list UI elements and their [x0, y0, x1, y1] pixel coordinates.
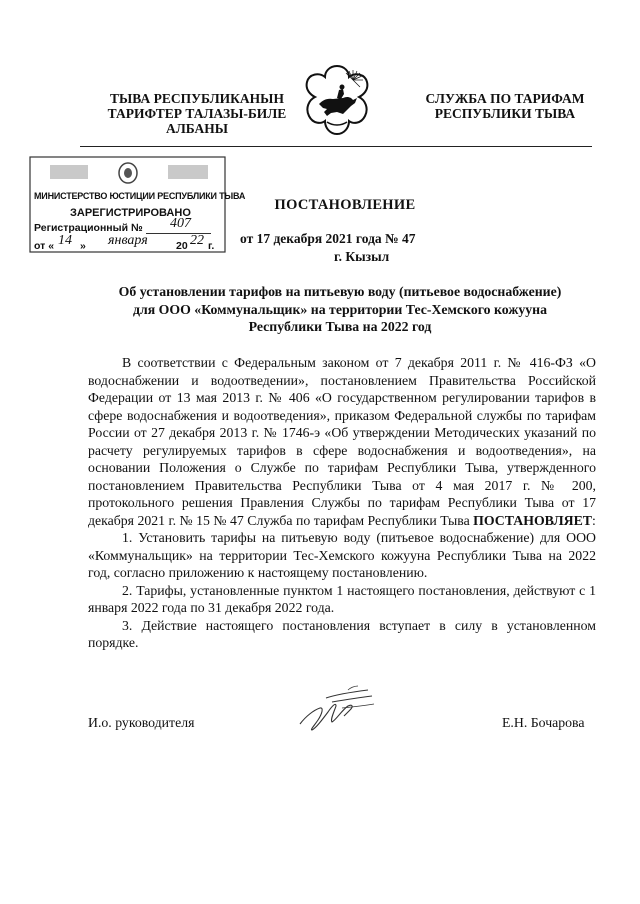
header-left-line-1: ТЫВА РЕСПУБЛИКАНЫН — [110, 91, 284, 106]
header-right-line-2: РЕСПУБЛИКИ ТЫВА — [434, 106, 576, 121]
tuva-emblem-icon — [297, 60, 377, 140]
stamp-year-end: г. — [208, 240, 215, 252]
header-left-line-2: ТАРИФТЕР ТАЛАЗЫ-БИЛЕ — [107, 106, 287, 121]
document-body — [88, 354, 596, 652]
decree-item-3: 3. Действие настоящего постановления вступает в силу в установленном порядке. — [88, 617, 596, 650]
stamp-registered: ЗАРЕГИСТРИРОВАНО — [70, 207, 191, 219]
stamp-month: января — [108, 233, 148, 248]
document-type: ПОСТАНОВЛЕНИЕ — [274, 197, 416, 213]
handwritten-signature-icon — [292, 680, 382, 740]
header-left-line-3: АЛБАНЫ — [165, 121, 229, 136]
registration-stamp — [28, 155, 246, 255]
preamble-paragraph — [88, 354, 596, 529]
decree-word: ПОСТАНОВЛЯЕТ — [473, 512, 593, 528]
stamp-ministry: МИНИСТЕРСТВО ЮСТИЦИИ РЕСПУБЛИКИ ТЫВА — [34, 191, 246, 201]
stamp-day: 14 — [58, 233, 72, 248]
document-subject — [90, 283, 590, 336]
header-right-line-1: СЛУЖБА ПО ТАРИФАМ — [425, 91, 585, 106]
subject-line-3: Республики Тыва на 2022 год — [248, 319, 432, 334]
subject-line-1: Об установлении тарифов на питьевую воду (питьевое водоснабжение) — [118, 284, 562, 299]
stamp-quote-close: » — [80, 240, 86, 252]
subject-line-2: для ООО «Коммунальщик» на территории Тес-Хемского кожууна — [133, 301, 547, 317]
stamp-reg-number: 407 — [170, 216, 191, 231]
decree-item-2: 2. Тарифы, установленные пунктом 1 настоящего постановления, действуют с 1 января 2022 года по 31 декабря 2022 года. — [88, 582, 596, 615]
signer-name: Е.Н. Бочарова — [502, 715, 585, 730]
document-city: г. Кызыл — [334, 249, 390, 264]
header-divider — [80, 146, 592, 147]
stamp-year-prefix: 20 — [176, 240, 188, 252]
decree-item-1: 1. Установить тарифы на питьевую воду (питьевое водоснабжение) для ООО «Коммунальщик» на территории Тес-Хемского кожууна Республики Тыва на 2022 год, согласно приложению к настоящему постановлению. — [88, 530, 596, 580]
stamp-date-prefix: от « — [34, 240, 55, 252]
signer-position: И.о. руководителя — [88, 715, 195, 730]
preamble-text: В соответствии с Федеральным законом от 7 декабря 2011 г. № 416-ФЗ «О водоснабжении и водоотведении», постановлением Правительства Российской Федерации от 13 мая 2013 г. № 406 «О государственном регулировании тарифов в сфере водоснабжения и водоотведения», приказом Федеральной службы по тарифам России от 27 декабря 2013 г. № 1746-э «Об утверждении Методических указаний по расчету регулируемых тарифов в сфере водоснабжения и водоотведения», на основании Положения о Службе по тарифам Республики Тыва, утвержденного постановлением Правительства Республики Тыва от 4 мая 2017 г. № 200, протокольного решения Правления Службы по тарифам Республики Тыва от 17 декабря 2021 г. № 15 № 47 Служба по тарифам Республики Тыва — [88, 355, 596, 528]
header-right-org — [405, 91, 605, 121]
document-date-number: от 17 декабря 2021 года № 47 — [240, 231, 416, 246]
stamp-reg-label: Регистрационный № — [34, 222, 143, 234]
stamp-year-suffix: 22 — [190, 233, 204, 248]
header-left-org — [92, 91, 302, 136]
decree-colon: : — [592, 512, 596, 528]
